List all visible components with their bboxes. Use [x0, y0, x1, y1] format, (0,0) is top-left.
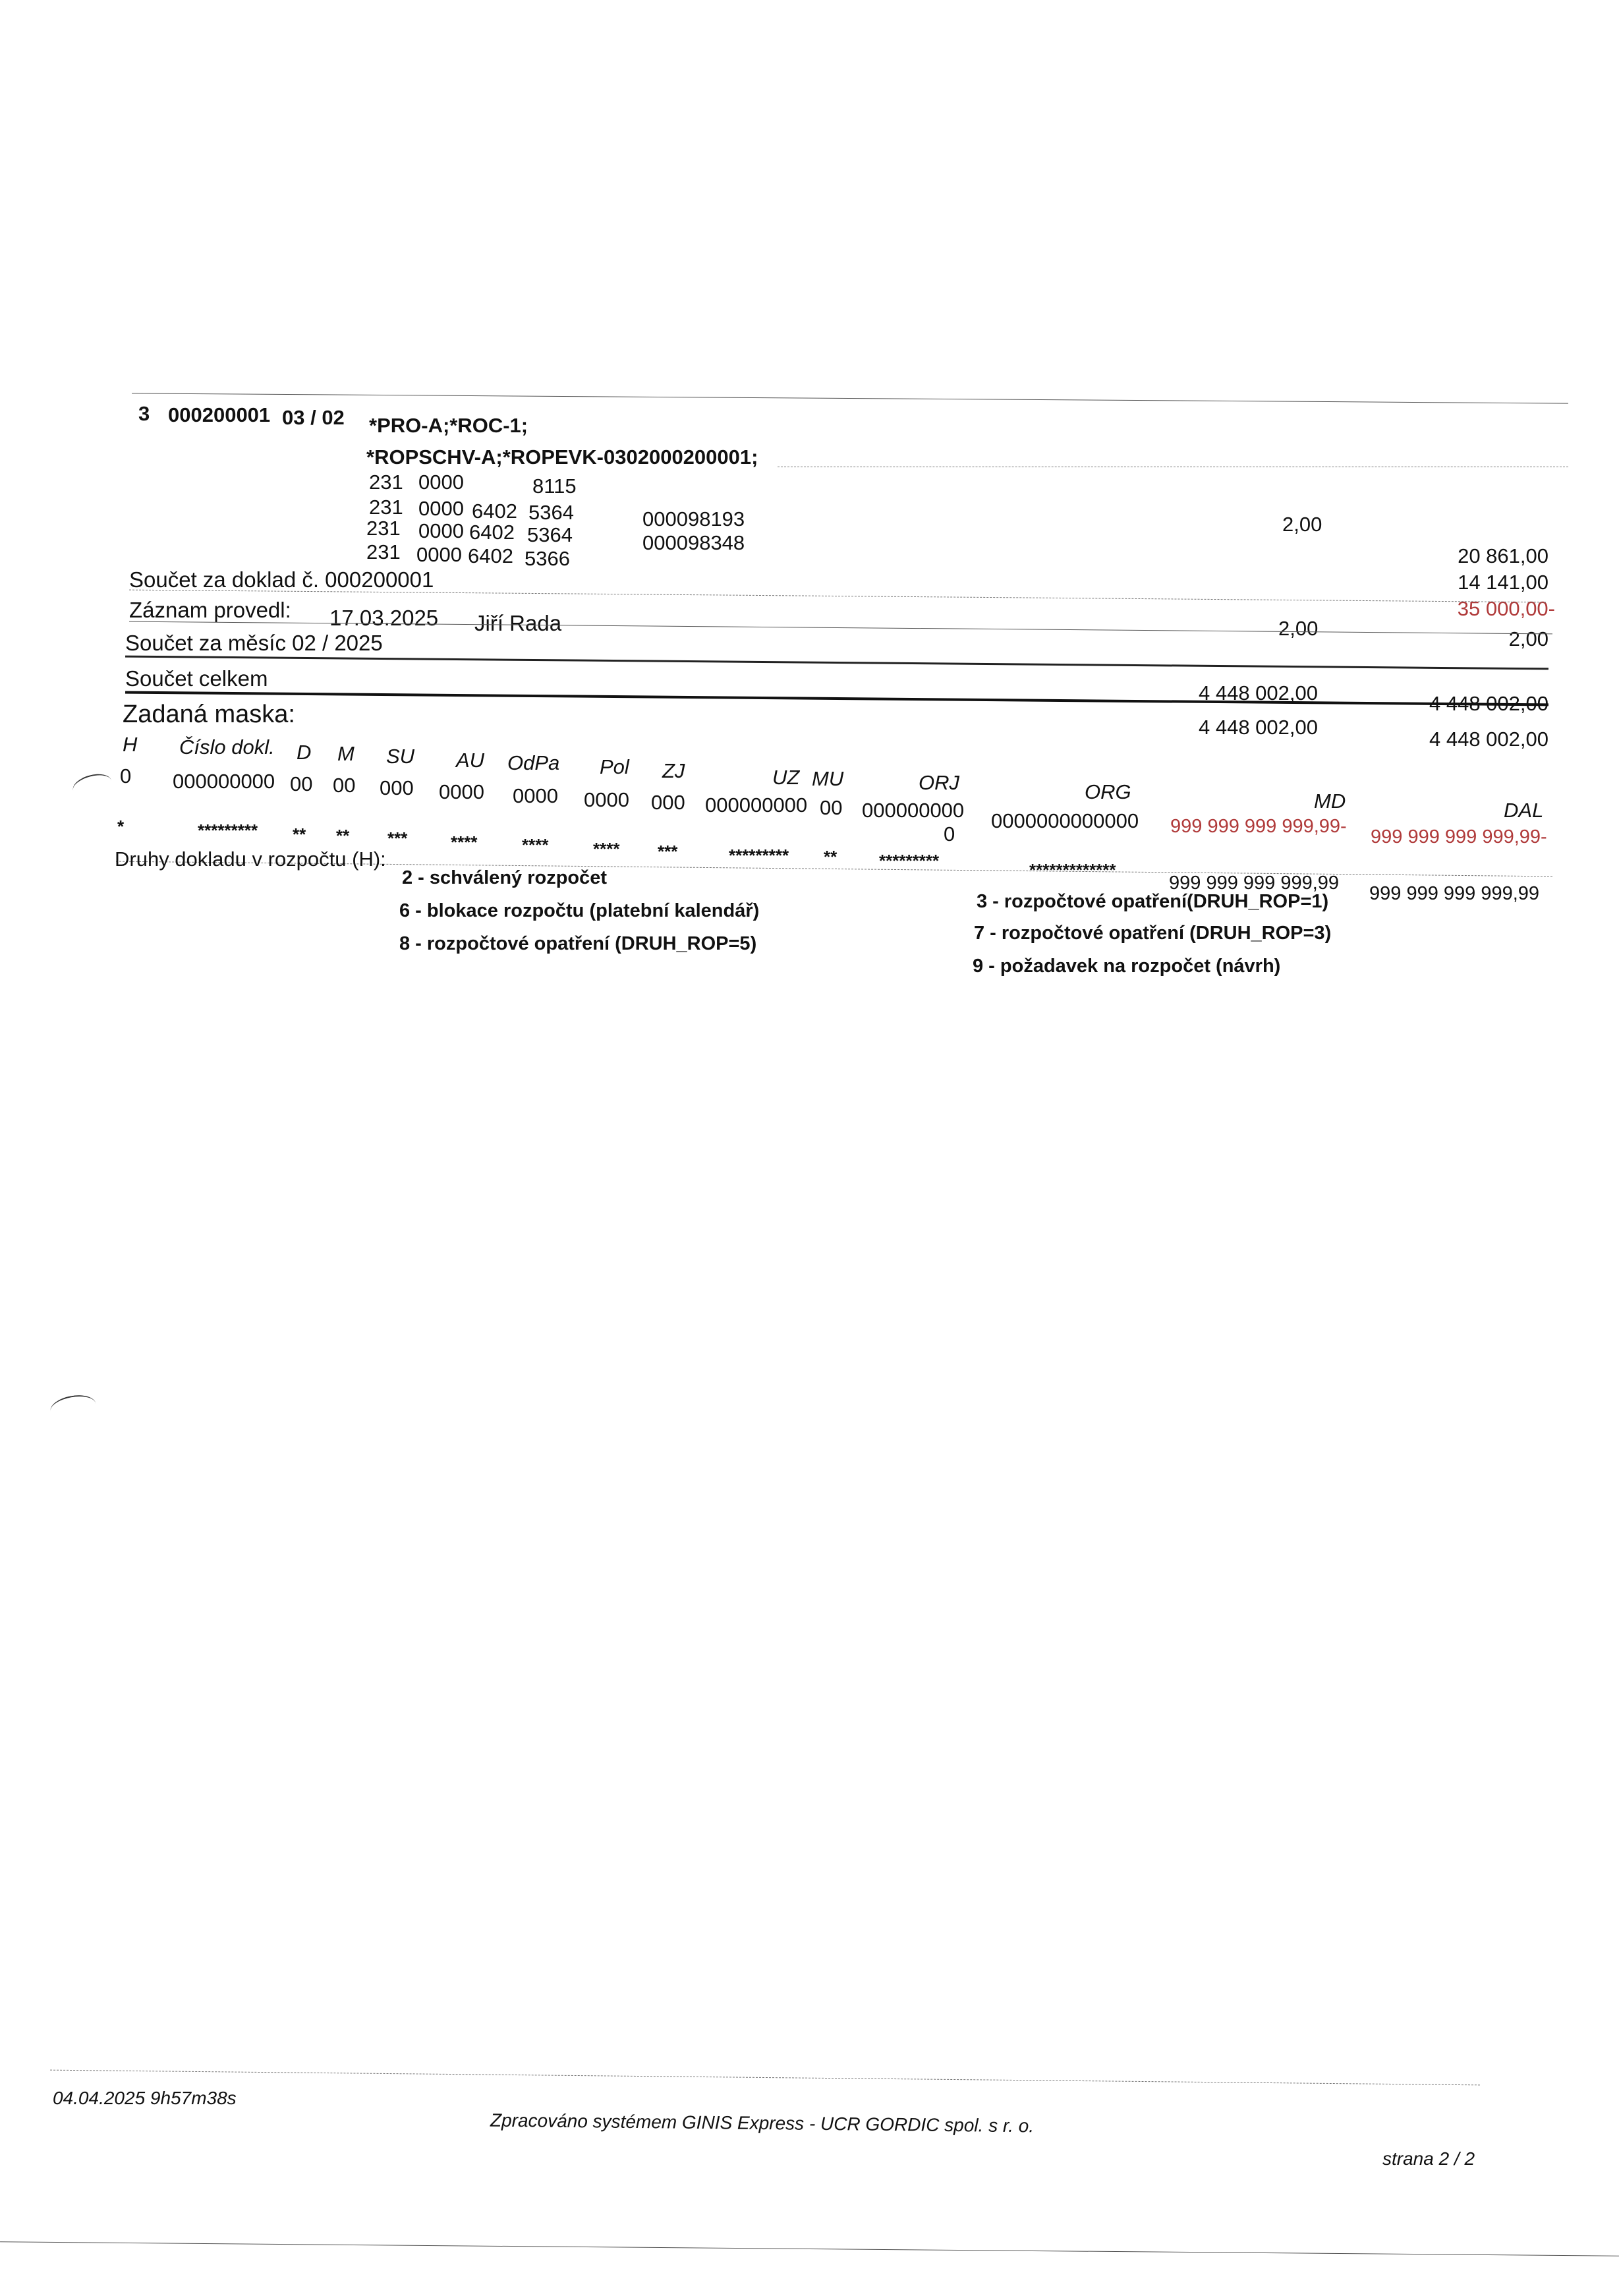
- mask-dal: 4 448 002,00: [1429, 728, 1548, 751]
- line-4-su: 231: [366, 540, 401, 563]
- mask-md: 4 448 002,00: [1198, 716, 1318, 739]
- header-d: D: [297, 741, 312, 764]
- line-4-au: 0000: [416, 543, 462, 566]
- type-2: 2 - schválený rozpočet: [402, 867, 608, 888]
- zero-h: 0: [120, 764, 132, 788]
- zero-dal: 999 999 999 999,99-: [1371, 826, 1547, 847]
- month-sum-label: Součet za měsíc 02 / 2025: [125, 631, 383, 655]
- star-md: 999 999 999 999,99: [1169, 873, 1340, 894]
- type-8: 8 - rozpočtové opatření (DRUH_ROP=5): [399, 933, 757, 954]
- header-odpa: OdPa: [507, 751, 560, 774]
- type-7: 7 - rozpočtové opatření (DRUH_ROP=3): [974, 923, 1332, 944]
- star-odpa: ****: [522, 835, 549, 855]
- line-3-odpa: 6402: [469, 521, 515, 544]
- punch-mark-lower: [48, 1392, 98, 1423]
- star-uz: *********: [729, 846, 789, 865]
- types-label: Druhy dokladu v rozpočtu (H):: [115, 847, 386, 871]
- header-org: ORG: [1085, 780, 1131, 803]
- star-dal: 999 999 999 999,99: [1369, 883, 1540, 904]
- line-4-odpa: 6402: [468, 544, 513, 567]
- star-h: *: [117, 817, 125, 836]
- header-zj: ZJ: [662, 759, 685, 782]
- line-2-pol: 5364: [528, 501, 574, 524]
- total-md: 4 448 002,00: [1198, 681, 1318, 704]
- row-number: 3: [138, 402, 150, 425]
- header-h: H: [123, 733, 138, 756]
- star-d: **: [293, 824, 306, 844]
- right-value-1: 20 861,00: [1458, 544, 1548, 567]
- line-1-su: 231: [369, 471, 403, 494]
- line-2-su: 231: [369, 496, 403, 519]
- zero-odpa: 0000: [513, 784, 558, 807]
- line-2-au: 0000: [418, 497, 464, 520]
- header-pol: Pol: [600, 755, 629, 778]
- zero-su: 000: [380, 776, 414, 799]
- type-3: 3 - rozpočtové opatření(DRUH_ROP=1): [977, 891, 1329, 912]
- header-mu: MU: [812, 767, 844, 790]
- mask-label: Zadaná maska:: [123, 701, 295, 728]
- star-m: **: [336, 826, 350, 846]
- header-md: MD: [1314, 789, 1346, 813]
- footer-timestamp: 04.04.2025 9h57m38s: [53, 2088, 237, 2108]
- star-orj: *********: [879, 851, 940, 871]
- record-label: Záznam provedl:: [129, 598, 291, 622]
- line-3-su: 231: [366, 517, 401, 540]
- record-user: Jiří Rada: [474, 611, 562, 635]
- zero-zj: 000: [651, 791, 685, 814]
- header-m: M: [337, 742, 355, 765]
- header-orj: ORJ: [919, 771, 959, 794]
- line-2-odpa: 6402: [472, 500, 517, 523]
- right-value-2: 14 141,00: [1458, 571, 1548, 594]
- document-period: 03 / 02: [282, 406, 345, 429]
- star-au: ****: [451, 832, 478, 852]
- zero-m: 00: [333, 774, 356, 797]
- footer-system: Zpracováno systémem GINIS Express - UCR GORDIC spol. s r. o.: [490, 2109, 1035, 2137]
- line-1-pol: 8115: [532, 474, 577, 498]
- doc-sum-rule: [129, 590, 1546, 603]
- header-su: SU: [386, 745, 415, 768]
- total-rule: [125, 691, 1548, 706]
- zero-orj: 000000000: [862, 799, 965, 822]
- star-su: ***: [387, 828, 408, 848]
- line-3-pol: 5364: [527, 523, 573, 546]
- codes-line-1: *PRO-A;*ROC-1;: [369, 414, 528, 437]
- star-pol: ****: [593, 839, 620, 859]
- document-number: 000200001: [168, 403, 271, 426]
- zero-d: 00: [290, 772, 313, 795]
- punch-mark: [71, 770, 114, 801]
- line-3-ref: 000098348: [642, 531, 745, 554]
- star-cislo: *********: [198, 820, 258, 840]
- star-zj: ***: [658, 842, 678, 861]
- footer-page: strana 2 / 2: [1382, 2148, 1475, 2169]
- footer-rule: [50, 2070, 1480, 2086]
- zero-orj-suffix: 0: [944, 822, 955, 846]
- line-1-au: 0000: [418, 471, 464, 494]
- type-6: 6 - blokace rozpočtu (platební kalendář): [399, 900, 760, 921]
- right-value-4: 2,00: [1508, 627, 1548, 650]
- line-3-au: 0000: [418, 519, 464, 542]
- record-date: 17.03.2025: [329, 606, 439, 630]
- line-2-ref: 000098193: [642, 507, 745, 531]
- header-cislo: Číslo dokl.: [179, 735, 275, 759]
- type-9: 9 - požadavek na rozpočet (návrh): [973, 956, 1281, 977]
- zero-mu: 00: [820, 796, 843, 819]
- total-dal: 4 448 002,00: [1429, 692, 1548, 715]
- bottom-scan-edge: [0, 2241, 1619, 2256]
- doc-sum-label: Součet za doklad č. 000200001: [129, 567, 434, 592]
- zero-pol: 0000: [584, 788, 629, 811]
- header-dal: DAL: [1504, 799, 1544, 822]
- right-value-3: 35 000,00-: [1457, 597, 1555, 620]
- zero-org: 0000000000000: [991, 809, 1139, 832]
- zero-au: 0000: [439, 780, 484, 803]
- record-md: 2,00: [1278, 617, 1319, 640]
- top-rule: [132, 393, 1568, 403]
- line-2-md: 2,00: [1282, 513, 1322, 536]
- total-label: Součet celkem: [125, 666, 268, 691]
- star-mu: **: [824, 847, 838, 867]
- codes-line-2: *ROPSCHV-A;*ROPEVK-0302000200001;: [366, 445, 758, 469]
- month-rule: [125, 656, 1548, 670]
- zero-md: 999 999 999 999,99-: [1170, 816, 1347, 837]
- line-4-pol: 5366: [525, 547, 570, 570]
- zero-cislo: 000000000: [173, 770, 275, 793]
- star-org: *************: [1029, 860, 1116, 880]
- zero-uz: 000000000: [705, 793, 808, 817]
- header-au: AU: [456, 749, 485, 772]
- header-uz: UZ: [772, 766, 800, 789]
